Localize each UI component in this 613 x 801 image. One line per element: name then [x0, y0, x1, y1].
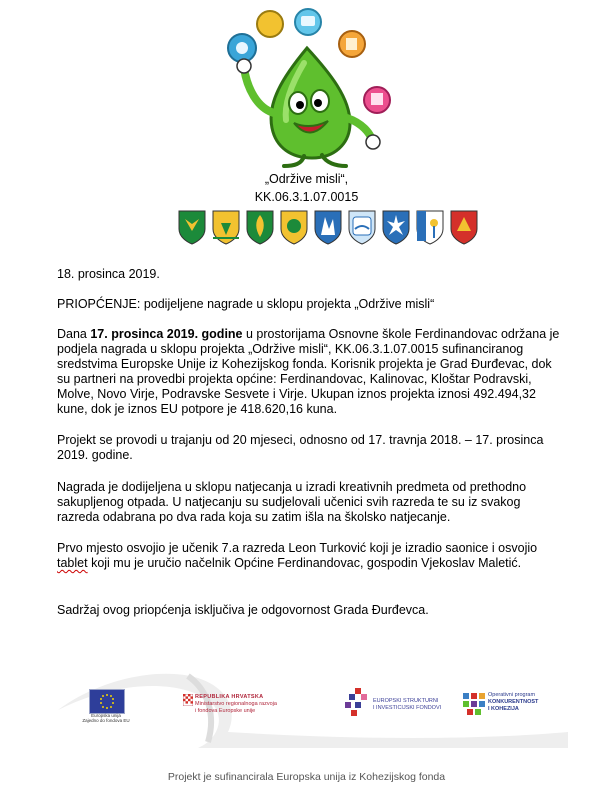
- duration-paragraph: Projekt se provodi u trajanju od 20 mjeseci, odnosno od 17. travnja 2018. – 17. prosinca 2019. godine.: [57, 433, 544, 462]
- municipality-crests: [177, 209, 479, 245]
- rh-line1: REPUBLIKA HRVATSKA: [195, 694, 264, 700]
- funding-note: Projekt je sufinancirala Europska unija iz Kohezijskog fonda: [167, 771, 446, 783]
- kk-line1: Operativni program: [488, 692, 536, 698]
- first-place-paragraph: [57, 541, 562, 571]
- press-release-heading: PRIOPĆENJE: podijeljene nagrade u sklopu projekta „Održive misli“: [57, 297, 435, 311]
- award-paragraph: Nagrada je dodijeljena u sklopu natjecanja u izradi kreativnih predmeta od prethodno sakupljenog otpada. U natjecanju su sudjelovali učenici svih razreda te su iz svakog razreda odabrana po dva rada koja su zatim išla na školsko natjecanje.: [57, 480, 527, 524]
- esif-squares-icon: [345, 688, 371, 716]
- main-prefix: Dana: [57, 327, 91, 341]
- kk-line2: KONKURENTNOST: [488, 699, 539, 705]
- crest-icon: [381, 209, 411, 245]
- kk-line3: I KOHEZIJA: [488, 706, 519, 712]
- mascot-illustration: [212, 8, 402, 170]
- crest-icon: [415, 209, 445, 245]
- crest-icon: [245, 209, 275, 245]
- responsibility-paragraph: Sadržaj ovog priopćenja isključiva je odgovornost Grada Đurđevca.: [57, 603, 429, 617]
- main-rest: u prostorijama Osnovne škole Ferdinandovac održana je podjela nagrada u sklopu projekta „Održive misli“, KK.06.3.1.07.0015 sufinanciranog sredstvima Europske Unije iz Kohezijskog fonda. Korisnik projekta je Grad Đurđevac, dok su partneri na provedbi projekta općine: Ferdinandovac, Kalinovac, Kloštar Podravski, Molve, Novo Virje, Podravske Sesvete i Virje. Ukupan iznos projekta iznosi 492.494,32 kune, dok je iznos EU potpore je 418.620,16 kuna.: [57, 327, 560, 416]
- crest-icon: [177, 209, 207, 245]
- project-code: KK.06.3.1.07.0015: [254, 190, 359, 204]
- kk-logo: [488, 692, 538, 713]
- release-date: 18. prosinca 2019.: [57, 267, 160, 281]
- croatia-checker-icon: [183, 694, 193, 706]
- crest-icon: [279, 209, 309, 245]
- ministry-logo: [195, 694, 277, 715]
- esif-logo: [373, 698, 441, 712]
- eu-caption: [80, 713, 132, 723]
- first-part-a: Prvo mjesto osvojio je učenik 7.a razreda Leon Turković koji je izradio saonice i osvojio: [57, 541, 538, 555]
- eu-caption-line1: Europska unija: [91, 713, 121, 718]
- first-part-b: koji mu je uručio načelnik Općine Ferdinandovac, gospodin Vjekoslav Maletić.: [87, 556, 522, 570]
- eu-caption-line2: Zajedno do fondova EU: [82, 718, 130, 723]
- kk-squares-icon: [463, 693, 485, 715]
- project-name: „Održive misli“,: [264, 172, 349, 186]
- crest-icon: [211, 209, 241, 245]
- rh-line2: Ministarstvo regionalnoga razvoja: [195, 701, 277, 707]
- rh-line3: i fondova Europske unije: [195, 708, 256, 714]
- eu-flag-logo: [89, 689, 125, 714]
- esif-line1: EUROPSKI STRUKTURNI: [373, 698, 439, 704]
- crest-icon: [347, 209, 377, 245]
- eu-stars-icon: [90, 690, 124, 713]
- spellcheck-word: tablet: [57, 556, 88, 570]
- esif-line2: I INVESTICIJSKI FONDOVI: [373, 705, 442, 711]
- crest-icon: [313, 209, 343, 245]
- main-bold-date: 17. prosinca 2019. godine: [90, 327, 243, 341]
- crest-icon: [449, 209, 479, 245]
- main-paragraph: [57, 327, 562, 417]
